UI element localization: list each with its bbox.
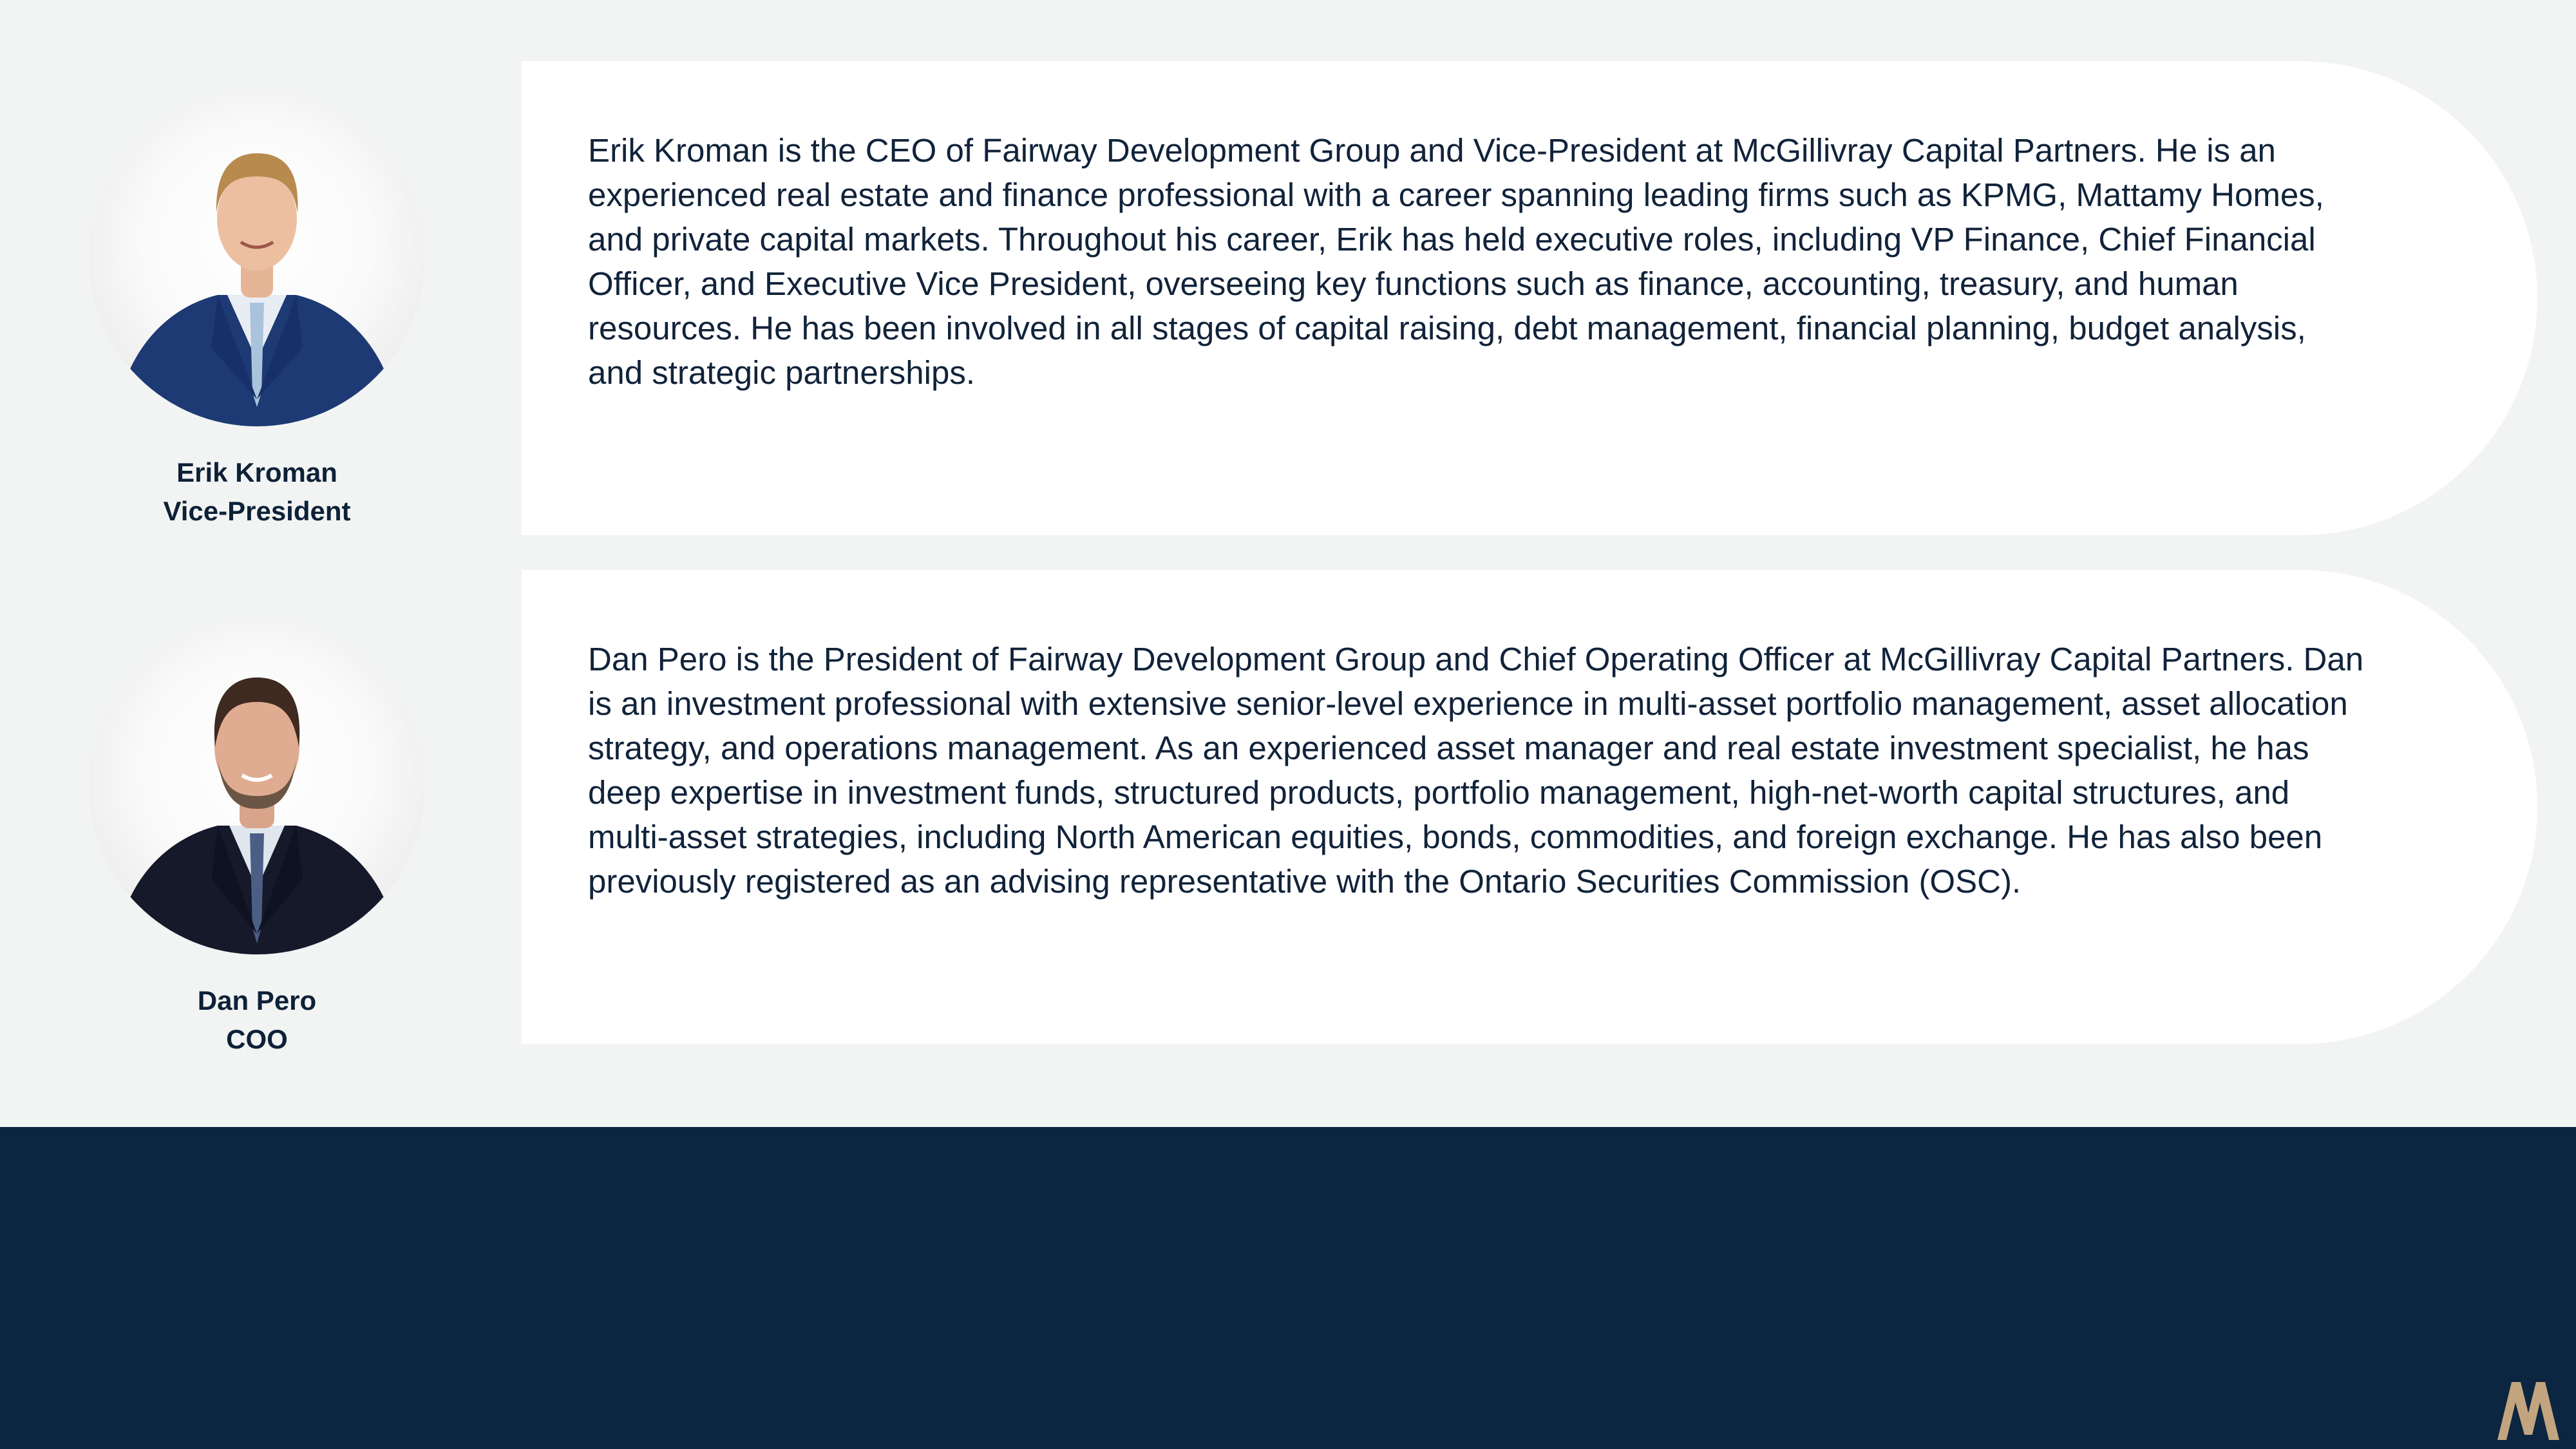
person-caption bbox=[89, 453, 425, 531]
person-name: Dan Pero bbox=[197, 985, 317, 1016]
person-name: Erik Kroman bbox=[176, 457, 337, 488]
person-role: Vice-President bbox=[163, 496, 351, 526]
bio-text: Dan Pero is the President of Fairway Development Group and Chief Operating Officer at McGillivray Capital Partners. Dan is an investment professional with extensive senior-level experience in multi-asset portfolio management, asset allocation strategy, and operations management. As an experienced asset manager and real estate investment specialist, he has deep expertise in investment funds, structured products, portfolio management, high-net-worth capital structures, and multi-asset strategies, including North American equities, bonds, commodities, and foreign exchange. He has also been previously registered as an advising representative with the Ontario Securities Commission (OSC). bbox=[588, 641, 2364, 900]
bio-card bbox=[522, 61, 2537, 535]
bio-card bbox=[522, 570, 2537, 1044]
m-monogram-logo-icon bbox=[2492, 1373, 2563, 1444]
person-caption bbox=[89, 981, 425, 1059]
profile-photo-erik-kroman bbox=[89, 90, 425, 426]
profile-photo-dan-pero bbox=[89, 618, 425, 954]
person-portrait-icon bbox=[89, 90, 425, 426]
person-portrait-icon bbox=[89, 618, 425, 954]
bio-text: Erik Kroman is the CEO of Fairway Development Group and Vice-President at McGillivray Capital Partners. He is an experienced real estate and finance professional with a career spanning leading firms such as KPMG, Mattamy Homes, and private capital markets. Throughout his career, Erik has held executive roles, including VP Finance, Chief Financial Officer, and Executive Vice President, overseeing key functions such as finance, accounting, treasury, and human resources. He has been involved in all stages of capital raising, debt management, financial planning, budget analysis, and strategic partnerships. bbox=[588, 132, 2324, 391]
person-role: COO bbox=[226, 1024, 288, 1054]
footer-band bbox=[0, 1127, 2576, 1449]
